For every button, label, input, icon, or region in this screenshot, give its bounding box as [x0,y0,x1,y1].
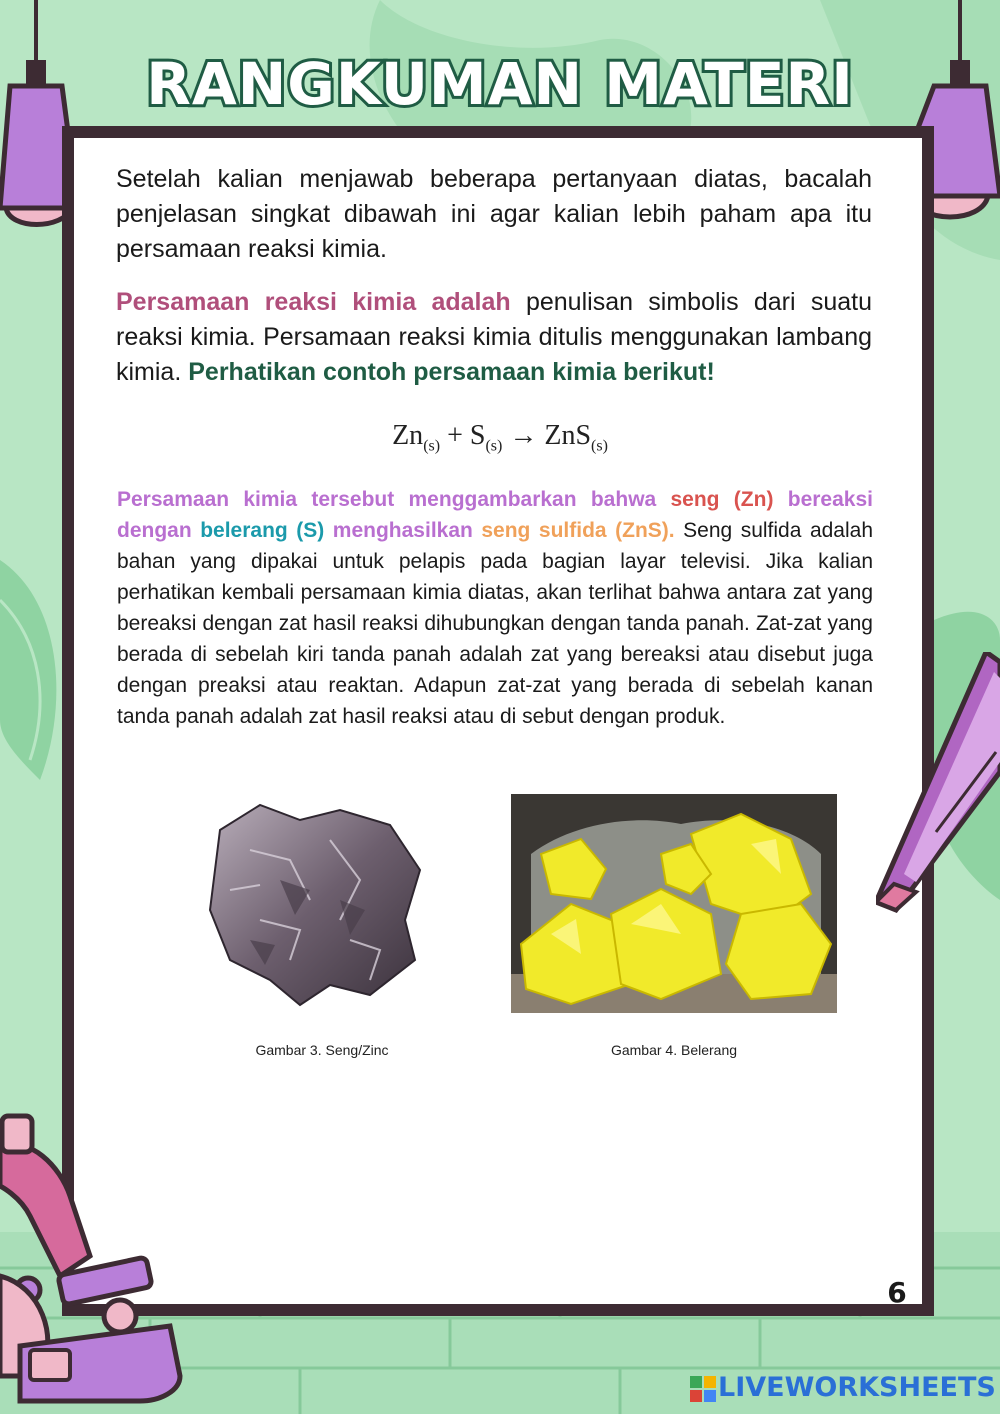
reactant-sulfur: S [469,420,486,451]
explanation-part3: menghasilkan [324,519,482,542]
page-number: 6 [887,1276,907,1309]
explanation-paragraph [117,484,873,732]
zinc-photo [190,790,434,1016]
state-product: (s) [591,437,608,455]
liveworksheets-logo [690,1372,996,1406]
page-title: RANGKUMAN MATERI [146,50,854,118]
explanation-product: seng sulfida (ZnS). [481,519,675,542]
definition-paragraph [116,285,872,390]
explanation-part4: Seng sulfida adalah bahan yang dipakai untuk pelapis pada bagian layar televisi. Jika kalian perhatikan kembali persamaan kimia diatas, akan terlihat bahwa antara zat yang bereaksi dengan zat hasil reaksi dihubungkan dengan tanda panah. Zat-zat yang berada di sebelah kiri tanda panah adalah zat yang bereaksi atau disebut juga dengan preaksi atau reaktan. Adapun zat-zat yang berada di sebelah kanan tanda panah adalah zat hasil reaksi atau di sebut dengan produk. [117,519,874,728]
definition-cta: Perhatikan contoh persamaan kimia berikut! [188,358,715,386]
explanation-part2: bereaksi dengan [117,488,873,542]
state-sulfur: (s) [485,437,503,455]
microscope-icon [0,1106,190,1406]
book-icon [876,652,1000,920]
intro-paragraph: Setelah kalian menjawab beberapa pertanyaan diatas, bacalah penjelasan singkat dibawah ini agar kalian lebih paham apa itu persamaan reaksi kimia. [116,165,872,263]
brand-mark-icon [690,1376,716,1402]
definition-highlight: Persamaan reaksi kimia adalah [116,288,511,316]
reaction-arrow: → [509,420,538,451]
product-zns: ZnS [544,420,592,451]
brand-name: LIVEWORKSHEETS [718,1372,996,1403]
explanation-part1: Persamaan kimia tersebut menggambarkan bahwa [117,488,671,511]
sulfur-photo [511,794,837,1013]
explanation-sulfur: belerang (S) [200,519,325,542]
explanation-zinc: seng (Zn) [670,488,774,511]
chemical-equation [0,420,1000,456]
figure-3-caption: Gambar 3. Seng/Zinc [255,1042,389,1058]
definition-text: penulisan simbolis dari suatu reaksi kimia. Persamaan reaksi kimia ditulis menggunakan lambang kimia. [116,288,872,386]
plus-sign: + [447,420,463,451]
reactant-zinc: Zn [392,420,424,451]
state-zinc: (s) [423,437,441,455]
figure-4-caption: Gambar 4. Belerang [610,1042,738,1058]
